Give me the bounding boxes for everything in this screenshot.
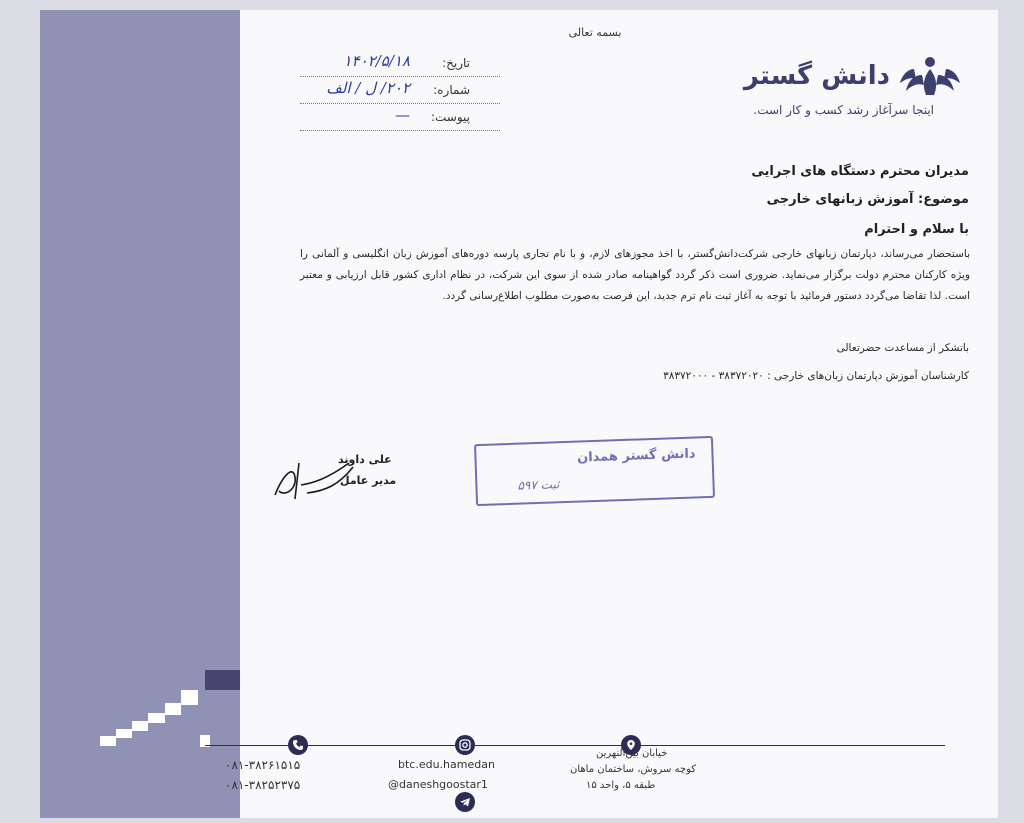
basmala: بسمه تعالی <box>568 26 622 39</box>
footer-divider <box>205 745 945 746</box>
decor-square <box>165 703 181 715</box>
subject-line: موضوع: آموزش زبانهای خارجی <box>766 192 969 207</box>
brand-slogan: اینجا سرآغاز رشد کسب و کار است. <box>753 103 934 117</box>
attachment-row <box>300 106 500 131</box>
greeting: با سلام و احترام <box>864 222 969 237</box>
number-row <box>300 79 500 104</box>
instagram-icon <box>455 735 475 755</box>
brand-logo-icon <box>900 55 960 97</box>
footer-address-line-3: طبقه ۵، واحد ۱۵ <box>586 780 656 791</box>
letter-body: باستحضار می‌رساند، دپارتمان زبانهای خارجی شرکت‌دانش‌گستر، با اخذ مجوزهای لازم، و با نام تجاری پارسه دوره‌های آموزش زبان انگلیسی و آلمانی را ویژه کارکنان محترم دولت برگزار می‌نماید. ضروری است ذکر گردد گواهینامه صادر شده از سوی این شرکت، در نظام اداری کشور قابل ارزیابی و معتبر است. لذا تقاضا می‌گردد دستور فرمائید با توجه به آغاز ثبت نام ترم جدید، این فرصت به‌صورت مطلوب اطلاع‌رسانی گردد. <box>300 248 970 302</box>
sidebar-band <box>40 10 240 818</box>
footer-phone-1[interactable]: ۰۸۱-۳۸۲۶۱۵۱۵ <box>225 758 301 772</box>
footer-address-line-1: خیابان بین‌النهرین <box>596 748 668 759</box>
contact-line: کارشناسان آموزش دپارتمان زبان‌های خارجی : ۳۸۳۷۲۰۲۰ - ۳۸۳۷۲۰۰۰ <box>663 370 969 382</box>
decor-square <box>148 713 165 723</box>
signatory-title: مدیر عامل <box>340 474 397 487</box>
letter-meta <box>300 52 500 133</box>
date-value: ۱۴۰۲/۵/۱۸ <box>343 52 410 70</box>
brand-name: دانش گستر <box>743 61 890 91</box>
phone-icon <box>288 735 308 755</box>
footer-phone-2[interactable]: ۰۸۱-۳۸۲۵۲۳۷۵ <box>225 778 301 792</box>
stamp-registration-number: ثبت ۵۹۷ <box>517 477 560 493</box>
attachment-value: — <box>395 106 410 124</box>
decor-square <box>132 721 148 731</box>
decor-square <box>181 690 198 705</box>
stamp-company-name: دانش گستر همدان <box>576 446 696 466</box>
decor-square <box>205 670 240 690</box>
addressee: مدیران محترم دستگاه های اجرایی <box>751 164 969 179</box>
signatory-name: علی داوند <box>338 453 392 466</box>
footer-address-line-2: کوچه سروش، ساختمان ماهان <box>570 764 697 775</box>
company-stamp <box>474 436 715 506</box>
attachment-label: پیوست: <box>430 110 470 124</box>
handwritten-signature <box>265 455 355 505</box>
number-label: شماره: <box>433 83 470 97</box>
decor-square <box>100 736 116 746</box>
telegram-icon <box>455 792 475 812</box>
date-label: تاریخ: <box>442 56 470 70</box>
decor-square <box>116 729 132 738</box>
closing-thanks: باتشکر از مساعدت حضرتعالی <box>836 342 969 354</box>
date-row <box>300 52 500 77</box>
number-value: ۲۰۲/ ل / الف <box>326 79 410 97</box>
footer-website[interactable]: btc.edu.hamedan <box>398 758 495 771</box>
footer-social-handle[interactable]: @daneshgoostar1 <box>388 778 488 791</box>
